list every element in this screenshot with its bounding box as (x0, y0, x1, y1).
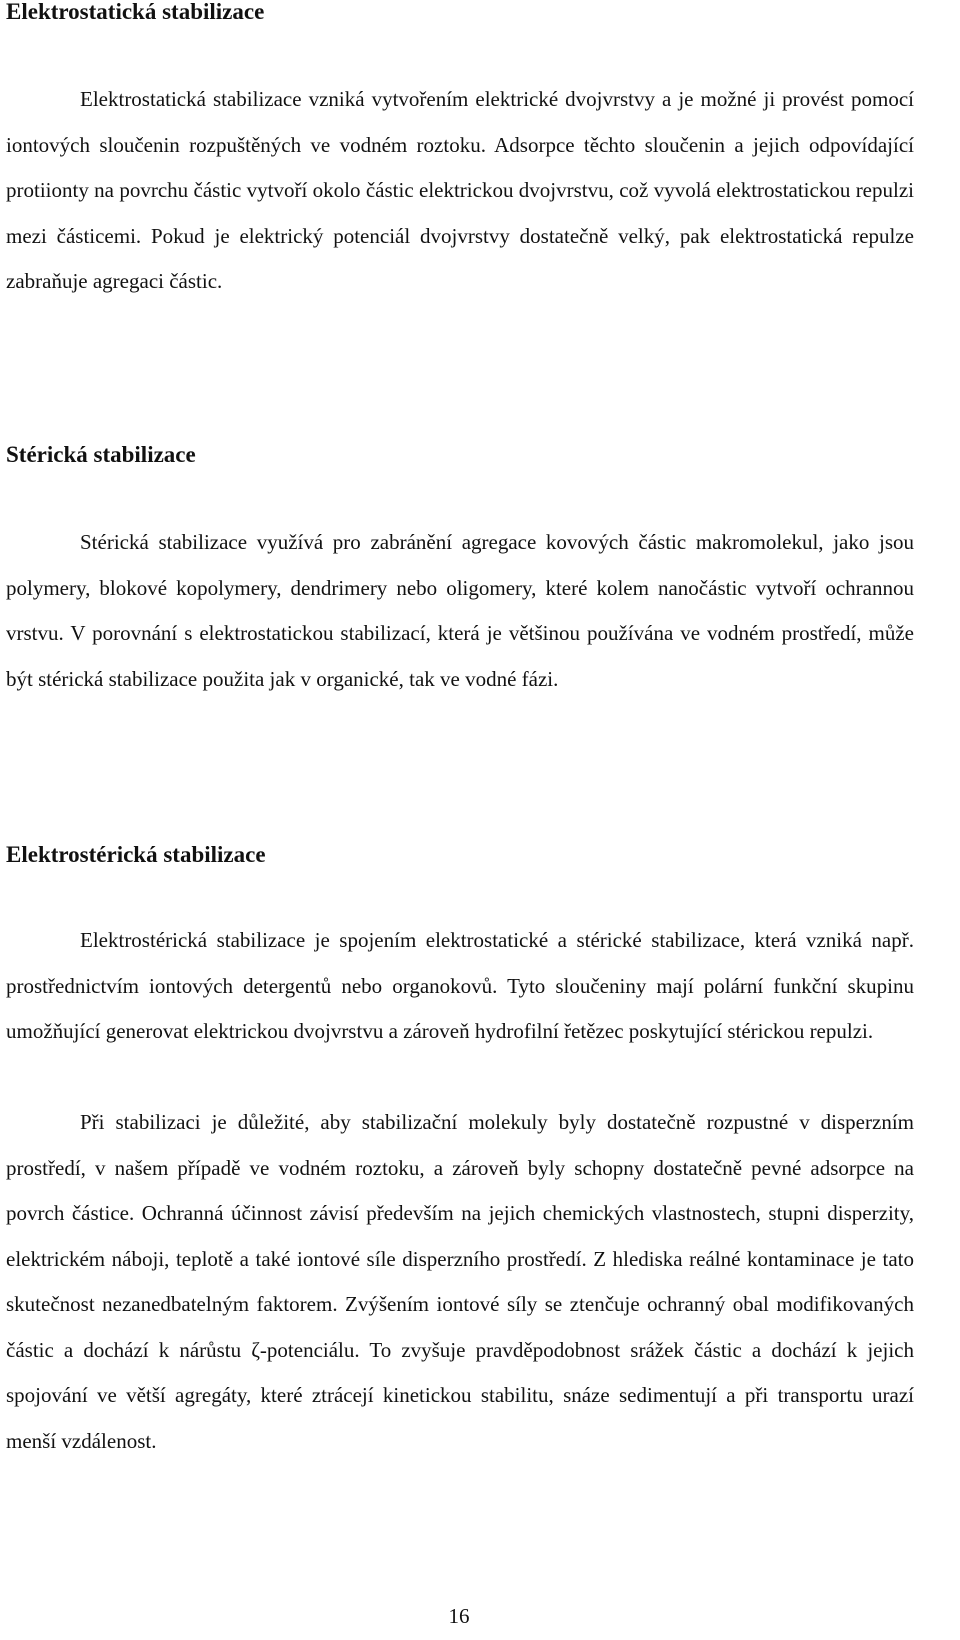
section-heading-electrosteric: Elektrostérická stabilizace (6, 842, 266, 867)
page-number: 16 (448, 1604, 470, 1628)
paragraph-electrostatic: Elektrostatická stabilizace vzniká vytvořením elektrické dvojvrstvy a je možné ji provést pomocí iontových sloučenin rozpuštěných ve vodném roztoku. Adsorpce těchto sloučenin a jejich odpovídající protiionty na povrchu částic vytvoří okolo částic elektrickou dvojvrstvu, což vyvolá elektrostatickou repulzi mezi částicemi. Pokud je elektrický potenciál dvojvrstvy dostatečně velký, pak elektrostatická repulze zabraňuje agregaci částic. (6, 87, 914, 293)
paragraph-stabilization-conditions: Při stabilizaci je důležité, aby stabilizační molekuly byly dostatečně rozpustné v disperzním prostředí, v našem případě ve vodném roztoku, a zároveň byly schopny dostatečně pevné adsorpce na povrch částice. Ochranná účinnost závisí především na jejich chemických vlastnostech, stupni disperzity, elektrickém náboji, teplotě a také iontové síle disperzního prostředí. Z hlediska reálné kontaminace je tato skutečnost nezanedbatelným faktorem. Zvýšením iontové síly se ztenčuje ochranný obal modifikovaných částic a dochází k nárůstu ζ-potenciálu. To zvyšuje pravděpodobnost srážek částic a dochází k jejich spojování ve větší agregáty, které ztrácejí kinetickou stabilitu, snáze sedimentují a při transportu urazí menší vzdálenost. (6, 1110, 914, 1453)
paragraph-electrosteric: Elektrostérická stabilizace je spojením elektrostatické a stérické stabilizace, která vzniká např. prostřednictvím iontových detergentů nebo organokovů. Tyto sloučeniny mají polární funkční skupinu umožňující generovat elektrickou dvojvrstvu a zároveň hydrofilní řetězec poskytující stérickou repulzi. (6, 928, 914, 1043)
section-heading-electrostatic: Elektrostatická stabilizace (6, 0, 265, 24)
paragraph-steric: Stérická stabilizace využívá pro zabránění agregace kovových částic makromolekul, jako jsou polymery, blokové kopolymery, dendrimery nebo oligomery, které kolem nanočástic vytvoří ochrannou vrstvu. V porovnání s elektrostatickou stabilizací, která je většinou používána ve vodném prostředí, může být stérická stabilizace použita jak v organické, tak ve vodné fázi. (6, 530, 914, 691)
section-heading-steric: Stérická stabilizace (6, 442, 196, 467)
